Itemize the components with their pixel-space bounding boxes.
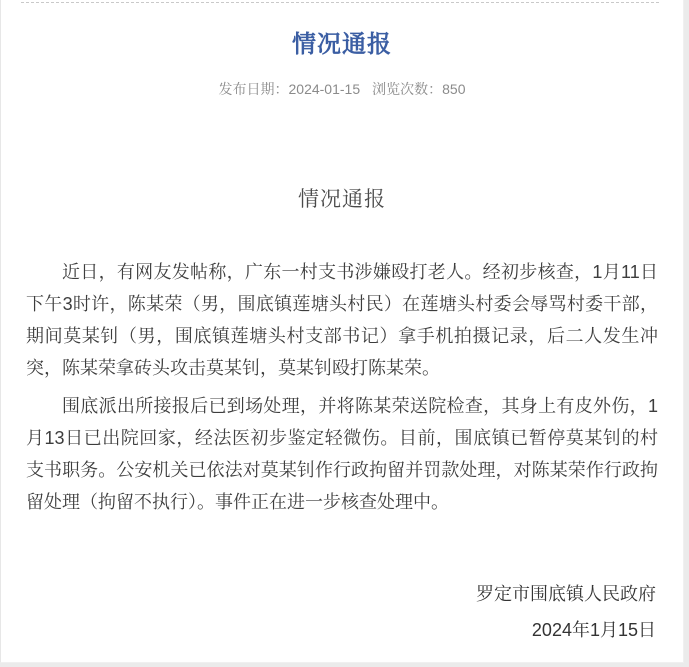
- publish-date-value: 2024-01-15: [288, 81, 361, 97]
- paragraph-2: 围底派出所接报后已到场处理，并将陈某荣送院检查，其身上有皮外伤，1月13日已出院回家，经法医初步鉴定轻微伤。目前，围底镇已暂停莫某钊的村支书职务。公安机关已依法对莫某钊作行政拘留并罚款处理，对陈某荣作行政拘留处理（拘留不执行）。事件正在进一步核查处理中。: [26, 396, 658, 512]
- document-title: 情况通报: [298, 188, 386, 211]
- views-value: 850: [442, 81, 466, 97]
- notice-body: [1, 256, 683, 518]
- top-dashed-divider: [21, 2, 659, 3]
- signature-block: [1, 576, 683, 648]
- meta-line: [1, 79, 683, 99]
- views-label: 浏览次数：: [372, 81, 443, 97]
- page-title: 情况通报: [292, 31, 392, 58]
- paragraph-1: 近日，有网友发帖称，广东一村支书涉嫌殴打老人。经初步核查，1月11日下午3时许，陈某荣（男，围底镇莲塘头村民）在莲塘头村委会辱骂村委干部，期间莫某钊（男，围底镇莲塘头村支部书记）拿手机拍摄记录，后二人发生冲突，陈某荣拿砖头攻击莫某钊，莫某钊殴打陈某荣。: [26, 262, 658, 378]
- signature-issuer: 罗定市围底镇人民政府: [476, 584, 656, 604]
- signature-date: 2024年1月15日: [531, 620, 656, 640]
- publish-date-label: 发布日期：: [218, 81, 289, 97]
